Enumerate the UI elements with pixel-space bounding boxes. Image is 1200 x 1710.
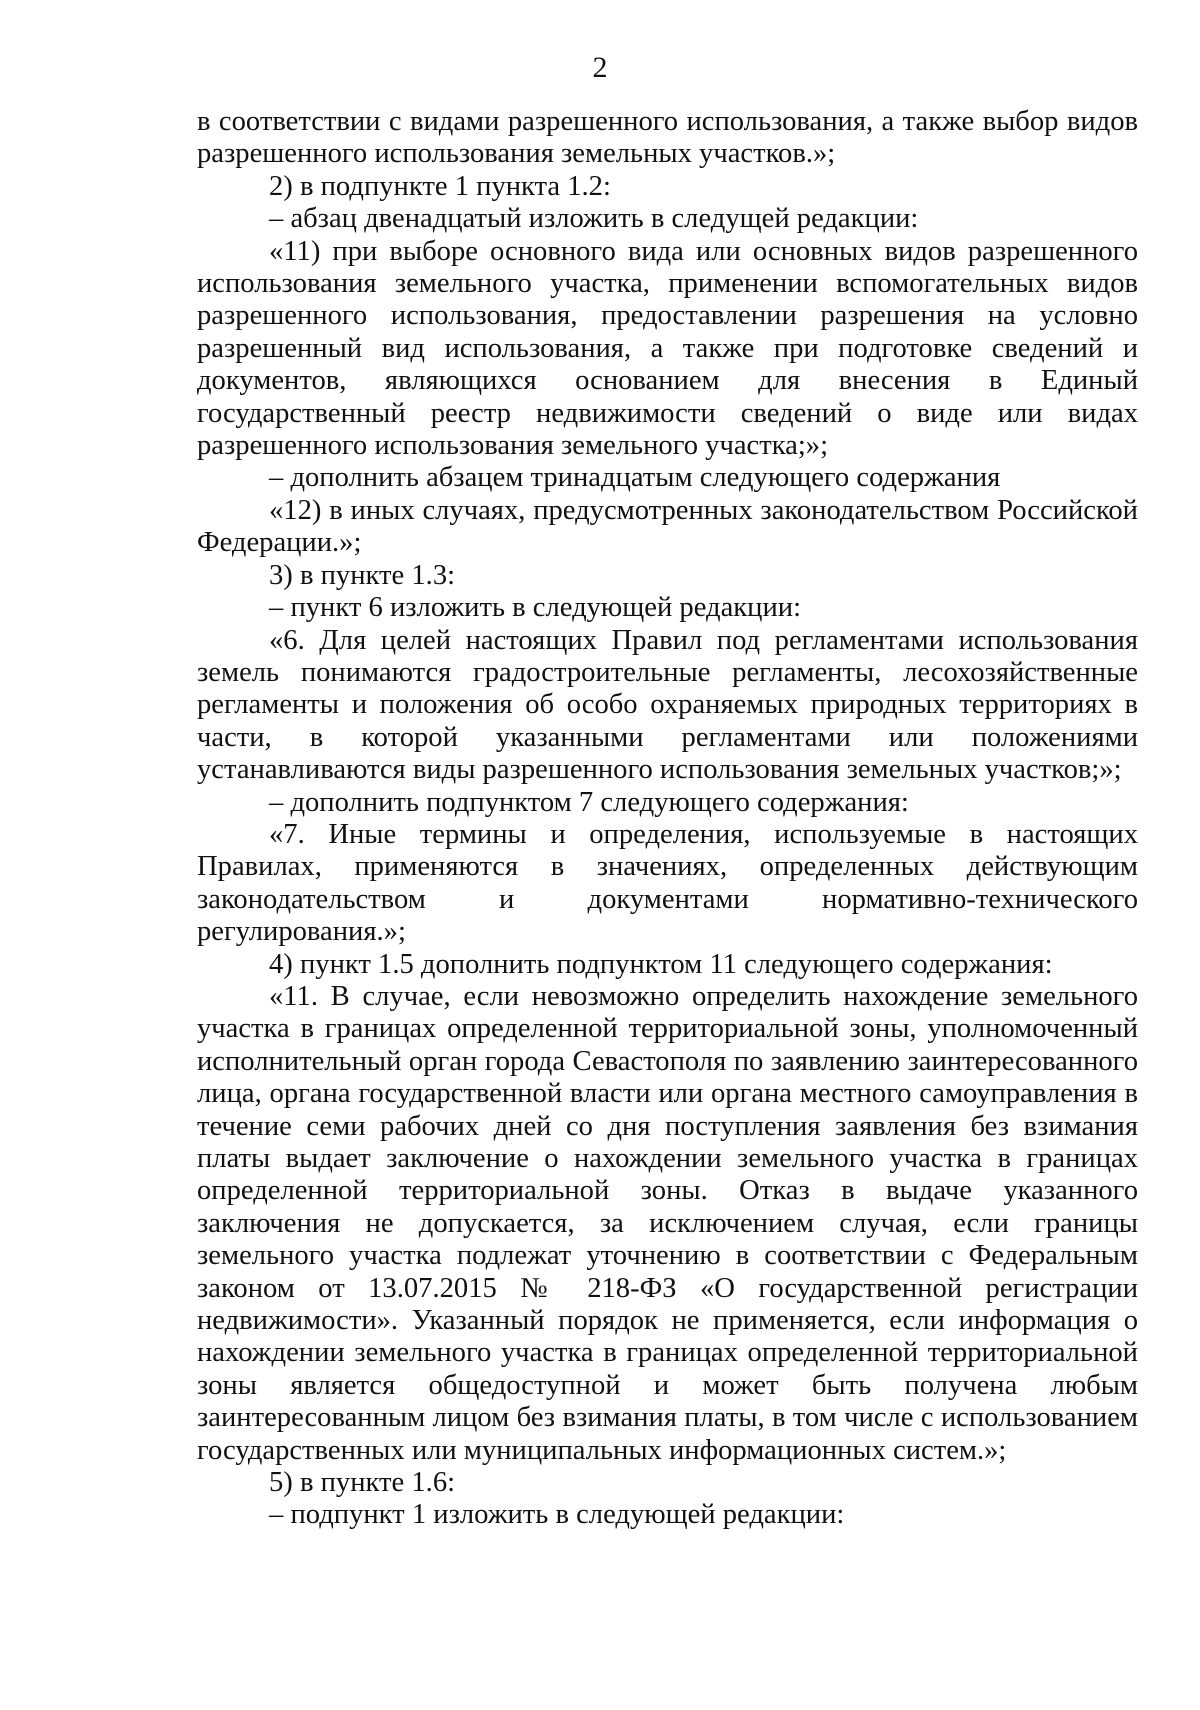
document-body (197, 106, 1138, 1532)
paragraph: «11) при выборе основного вида или основных видов разрешенного использования земельного участка, применении вспомогательных видов разрешенного использования, предоставлении разрешения на условно разрешенный вид использования, а также при подготовке сведений и документов, являющихся основанием для внесения в Единый государственный реестр недвижимости сведений о виде или видах разрешенного использования земельного участка;»; (197, 235, 1138, 462)
paragraph: – дополнить подпунктом 7 следующего содержания: (269, 786, 909, 818)
paragraph: «7. Иные термины и определения, используемые в настоящих Правилах, применяются в значениях, определенных действующим законодательством и документами нормативно-технического регулирования.»; (197, 818, 1138, 948)
paragraph: 2) в подпункте 1 пункта 1.2: (269, 170, 611, 202)
paragraph: – абзац двенадцатый изложить в следущей редакции: (269, 203, 919, 235)
paragraph: 4) пункт 1.5 дополнить подпунктом 11 следующего содержания: (269, 948, 1053, 980)
paragraph: 3) в пункте 1.3: (269, 559, 456, 591)
page-number: 2 (592, 51, 608, 84)
paragraph: «11. В случае, если невозможно определить нахождение земельного участка в границах определенной территориальной зоны, уполномоченный исполнительный орган города Севастополя по заявлению заинтересованного лица, органа государственной власти или органа местного самоуправления в течение семи рабочих дней со дня поступления заявления без взимания платы выдает заключение о нахождении земельного участка в границах определенной территориальной зоны. Отказ в выдаче указанного заключения не допускается, за исключением случая, если границы земельного участка подлежат уточнению в соответствии с Федеральным законом от 13.07.2015 № 218-ФЗ «О государственной регистрации недвижимости». Указанный порядок не применяется, если информация о нахождении земельного участка в границах определенной территориальной зоны является общедоступной и может быть получена любым заинтересованным лицом без взимания платы, в том числе с использованием государственных или муниципальных информационных систем.»; (197, 980, 1138, 1466)
paragraph: «12) в иных случаях, предусмотренных законодательством Российской Федерации.»; (197, 494, 1138, 559)
paragraph: 5) в пункте 1.6: (269, 1467, 456, 1499)
paragraph: – подпункт 1 изложить в следующей редакции: (269, 1499, 845, 1531)
paragraph: – дополнить абзацем тринадцатым следующего содержания (269, 462, 1001, 494)
paragraph: – пункт 6 изложить в следующей редакции: (269, 592, 802, 624)
paragraph: «6. Для целей настоящих Правил под регламентами использования земель понимаются градостроительные регламенты, лесохозяйственные регламенты и положения об особо охраняемых природных территориях в части, в которой указанными регламентами или положениями устанавливаются виды разрешенного использования земельных участков;»; (197, 624, 1138, 786)
paragraph: в соответствии с видами разрешенного использования, а также выбор видов разрешенного использования земельных участков.»; (197, 106, 1138, 170)
